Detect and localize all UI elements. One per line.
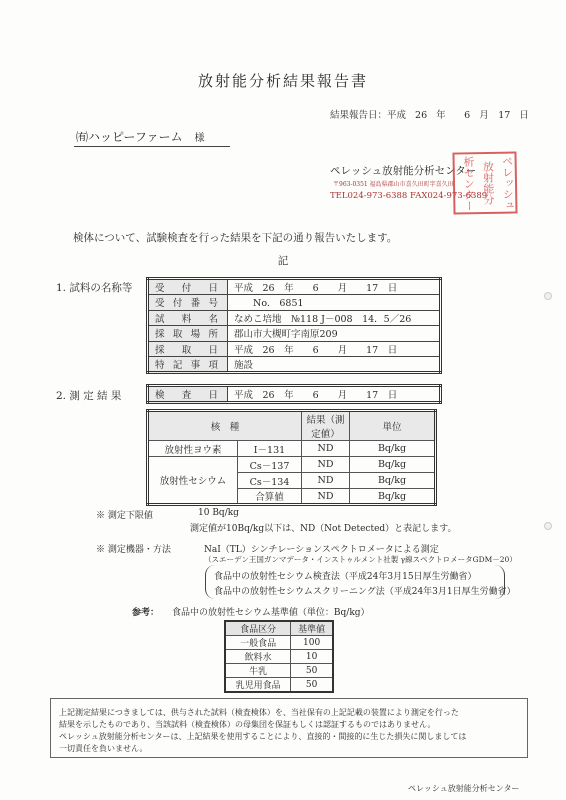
header-result: 結果（測定値） (302, 411, 350, 441)
table-row (148, 279, 441, 295)
sample-value: なめこ培地 №118 J－008 14．5／26 (228, 310, 441, 326)
table-row (148, 295, 441, 311)
table-row (148, 326, 441, 342)
result-value: ND (302, 489, 350, 505)
lab-tel: TEL024-973-6388 FAX024-973-6389 (330, 191, 488, 201)
section1-label: 1. 試料の名称等 (56, 282, 133, 294)
sample-value: No. 6851 (228, 295, 441, 311)
table-row (148, 441, 436, 457)
ref-limit: 50 (291, 678, 333, 693)
intro-text: 検体について、試験検査を行った結果を下記の通り報告いたします。 (73, 232, 398, 244)
document-title: 放射能分析結果報告書 (197, 72, 368, 90)
sample-value: 平成 26 年 6 月 17 日 (228, 279, 441, 295)
table-row (148, 310, 441, 326)
nuclide: Cs－134 (238, 473, 302, 489)
sample-value: 平成 26 年 6 月 17 日 (228, 341, 441, 357)
ref-header-limit: 基準値 (291, 621, 333, 636)
sample-key: 試料名 (148, 310, 228, 326)
table-row (148, 357, 441, 373)
nuclide: Cs－137 (238, 457, 302, 473)
method-line2: （スエーデン王国ガンマデータ・インストゥルメント社製 γ線スペクトロメータGDM－20） (204, 555, 517, 564)
method-line3: 食品中の放射性セシウム検査法（平成24年3月15日厚生労働省） (214, 572, 477, 582)
unit: Bq/kg (350, 473, 436, 489)
lower-limit-label: ※ 測定下限値 (96, 511, 153, 521)
method-line4: 食品中の放射性セシウムスクリーニング法（平成24年3月1日厚生労働省） (214, 587, 516, 597)
lower-limit-value: 10 Bq/kg (198, 508, 239, 518)
test-date-value: 平成 26 年 6 月 17 日 (228, 386, 441, 403)
nuclide: 合算値 (238, 489, 302, 505)
table-row (148, 341, 441, 357)
unit: Bq/kg (350, 489, 436, 505)
header-unit: 単位 (350, 411, 436, 441)
ref-header-category: 食品区分 (225, 621, 291, 636)
reference-table (224, 620, 334, 693)
disclaimer-box (50, 698, 528, 758)
sample-key: 受付番号 (148, 295, 228, 311)
result-table (146, 409, 437, 506)
section2-label: 2. 測 定 結 果 (56, 390, 122, 402)
ki-heading: 記 (277, 255, 289, 267)
result-value: ND (302, 441, 350, 457)
sample-value: 施設 (228, 357, 441, 373)
test-date-table (146, 384, 442, 404)
nuclide: I－131 (238, 441, 302, 457)
lab-address: 〒963-0351 福島県郡山市喜久田町字喜久田 (333, 181, 454, 188)
table-row (225, 636, 333, 650)
table-row (225, 650, 333, 664)
ref-category: 一般食品 (225, 636, 291, 650)
ref-limit: 100 (291, 636, 333, 650)
sample-info-table (146, 277, 442, 374)
group-iodine: 放射性ヨウ素 (148, 441, 238, 457)
punch-hole (544, 522, 552, 530)
report-date: 結果報告日：平成 26 年 6 月 17 日 (330, 110, 529, 121)
result-value: ND (302, 473, 350, 489)
disclaimer-line1: 上記測定結果につきましては、供与された試料（検査検体）を、当社保有の上記記載の装置により測定を行った (59, 708, 459, 717)
ref-category: 乳児用食品 (225, 678, 291, 693)
disclaimer-line3: ペレッシュ放射能分析センターは、上記結果を使用することにより、直接的・間接的に生じた損失に関しましては (59, 732, 467, 741)
table-row (148, 457, 436, 473)
recipient-name: ㈲ハッピーファーム (76, 130, 183, 144)
method-label: ※ 測定機器・方法 (96, 545, 171, 555)
punch-hole (544, 292, 552, 300)
header-nuclide: 核 種 (148, 411, 302, 441)
recipient-underline (74, 146, 230, 147)
unit: Bq/kg (350, 441, 436, 457)
sample-key: 採取場所 (148, 326, 228, 342)
reference-title: 食品中の放射性セシウム基準値（単位：Bq/kg） (172, 608, 370, 618)
recipient (76, 128, 205, 145)
recipient-suffix: 様 (194, 133, 205, 144)
ref-category: 飲料水 (225, 650, 291, 664)
sample-key: 受付日 (148, 279, 228, 295)
sample-key: 採取日 (148, 341, 228, 357)
group-cesium: 放射性セシウム (148, 457, 238, 505)
ref-limit: 10 (291, 650, 333, 664)
footer-signature: ペレッシュ放射能分析センター (408, 784, 520, 793)
disclaimer-line4: 一切責任を負いません。 (59, 744, 148, 753)
sample-key: 特記事項 (148, 357, 228, 373)
method-line1: NaI（TL）シンチレーションスペクトロメータによる測定 (204, 545, 439, 555)
ref-category: 牛乳 (225, 664, 291, 678)
unit: Bq/kg (350, 457, 436, 473)
result-value: ND (302, 457, 350, 473)
lab-name: ペレッシュ放射能分析センター (330, 165, 477, 177)
ref-limit: 50 (291, 664, 333, 678)
table-row (225, 678, 333, 693)
sample-value: 郡山市大槻町字南原209 (228, 326, 441, 342)
disclaimer-line2: 結果を示したものであり、当該試料（検査検体）の母集団を保証もしくは認証するものではありません。 (59, 720, 436, 729)
test-date-key: 検査日 (148, 386, 228, 403)
table-row (225, 664, 333, 678)
lower-limit-desc: 測定値が10Bq/kg以下は、ND（Not Detected）と表記します。 (190, 524, 457, 534)
reference-label: 参考： (132, 608, 160, 618)
company-seal: 析センター 放射能分 ペレッシュ (452, 151, 517, 214)
